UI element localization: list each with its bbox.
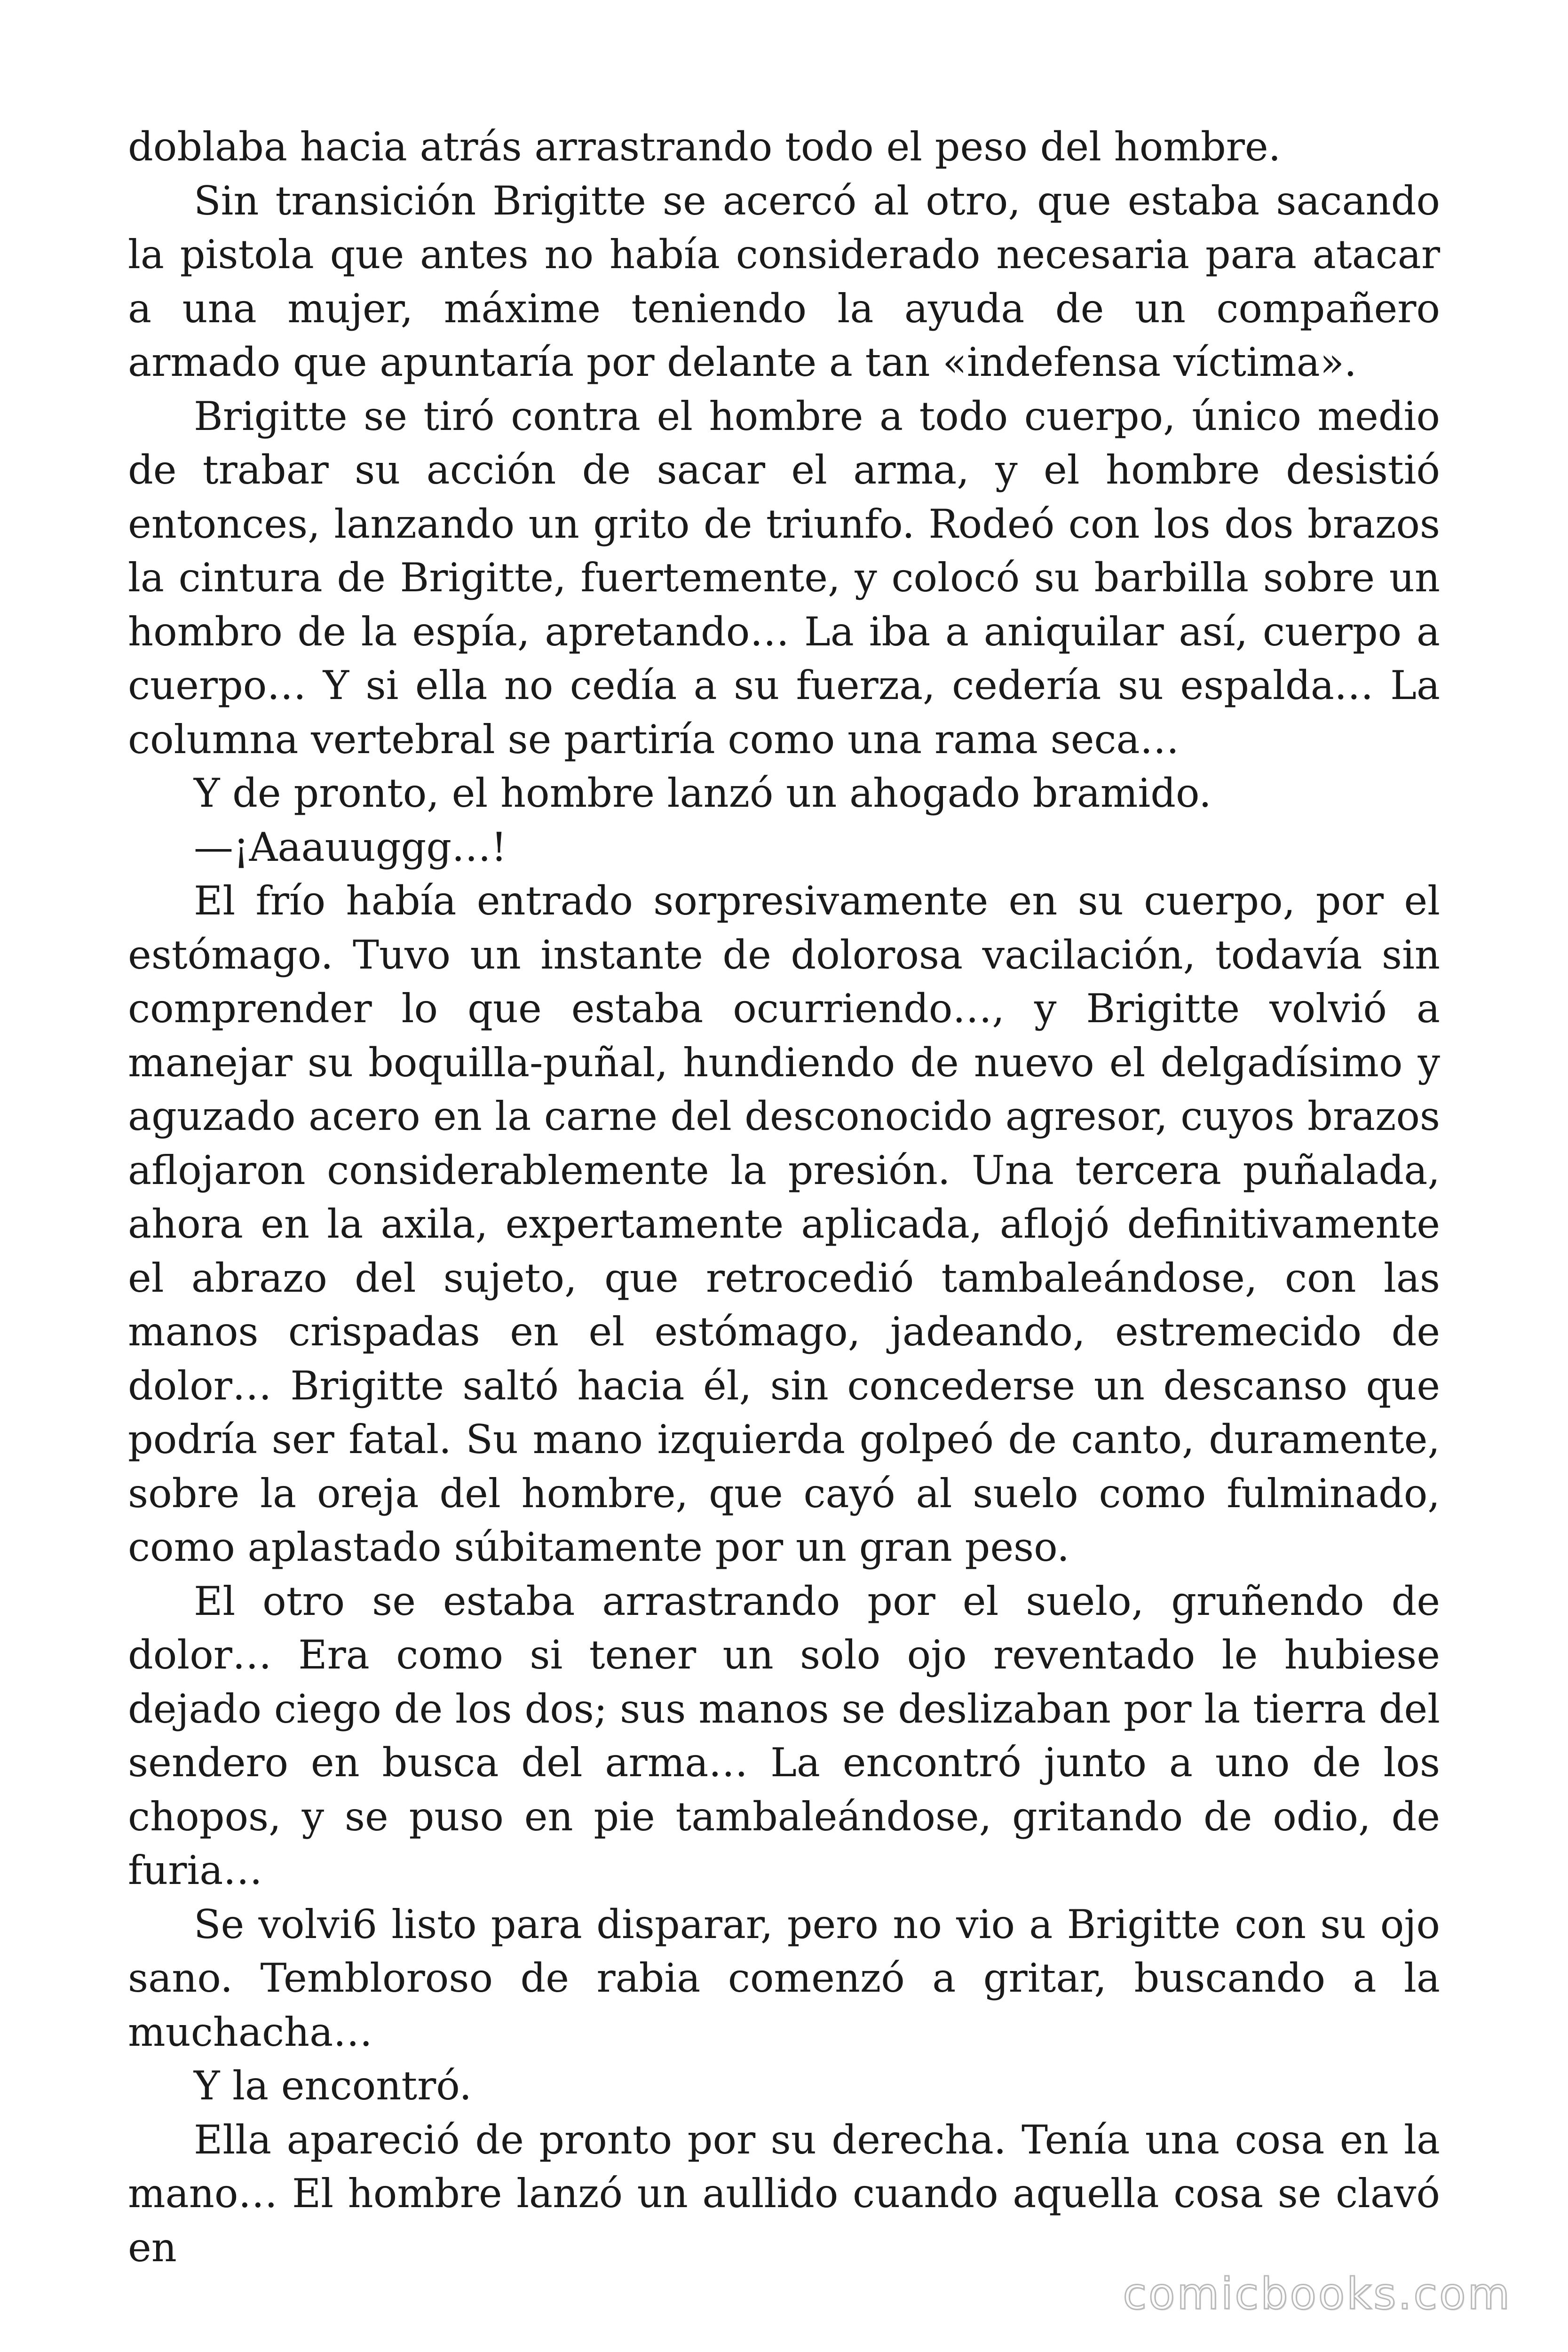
paragraph-2: Sin transición Brigitte se acercó al otro, que estaba sacando la pistola que antes no había considerado necesaria para atacar a una mujer, máxime teniendo la ayuda de un compañero armado que apuntaría por delante a tan «indefensa víctima». xyxy=(128,177,1440,385)
paragraph-4: Y de pronto, el hombre lanzó un ahogado bramido. xyxy=(194,770,1212,816)
paragraph-3: Brigitte se tiró contra el hombre a todo cuerpo, único medio de trabar su acción de sacar el arma, y el hombre desistió entonces, lanzando un grito de triunfo. Rodeó con los dos brazos la cintura de Brigitte, fuertemente, y colocó su barbilla sobre un hombro de la espía, apretando… La iba a aniquilar así, cuerpo a cuerpo… Y si ella no cedía a su fuerza, cedería su espalda… La columna vertebral se partiría como una rama seca… xyxy=(128,393,1440,763)
page-body-text xyxy=(128,120,1440,2274)
paragraph-8: Se volvi6 listo para disparar, pero no vio a Brigitte con su ojo sano. Tembloroso de rabia comenzó a gritar, buscando a la muchacha… xyxy=(128,1901,1440,2055)
paragraph-7: El otro se estaba arrastrando por el suelo, gruñendo de dolor… Era como si tener un solo ojo reventado le hubiese dejado ciego de los dos; sus manos se deslizaban por la tierra del sendero en busca del arma… La encontró junto a uno de los chopos, y se puso en pie tambaleándose, gritando de odio, de furia… xyxy=(128,1578,1440,1893)
paragraph-9: Y la encontró. xyxy=(194,2063,472,2109)
paragraph-6: El frío había entrado sorpresivamente en su cuerpo, por el estómago. Tuvo un instante de dolorosa vacilación, todavía sin comprender lo que estaba ocurriendo…, y Brigitte volvió a manejar su boquilla-puñal, hundiendo de nuevo el delgadísimo y aguzado acero en la carne del desconocido agresor, cuyos brazos aflojaron considerablemente la presión. Una tercera puñalada, ahora en la axila, expertamente aplicada, aflojó definitivamente el abrazo del sujeto, que retrocedió tambaleándose, con las manos crispadas en el estómago, jadeando, estremecido de dolor… Brigitte saltó hacia él, sin concederse un descanso que podría ser fatal. Su mano izquierda golpeó de canto, duramente, sobre la oreja del hombre, que cayó al suelo como fulminado, como aplastado súbitamente por un gran peso. xyxy=(128,878,1440,1570)
paragraph-5: —¡Aaauuggg…! xyxy=(194,824,507,870)
paragraph-1: doblaba hacia atrás arrastrando todo el peso del hombre. xyxy=(128,124,1281,170)
paragraph-10: Ella apareció de pronto por su derecha. Tenía una cosa en la mano… El hombre lanzó un aullido cuando aquella cosa se clavó en xyxy=(128,2116,1440,2271)
watermark: comicbooks.com xyxy=(1123,2269,1512,2319)
